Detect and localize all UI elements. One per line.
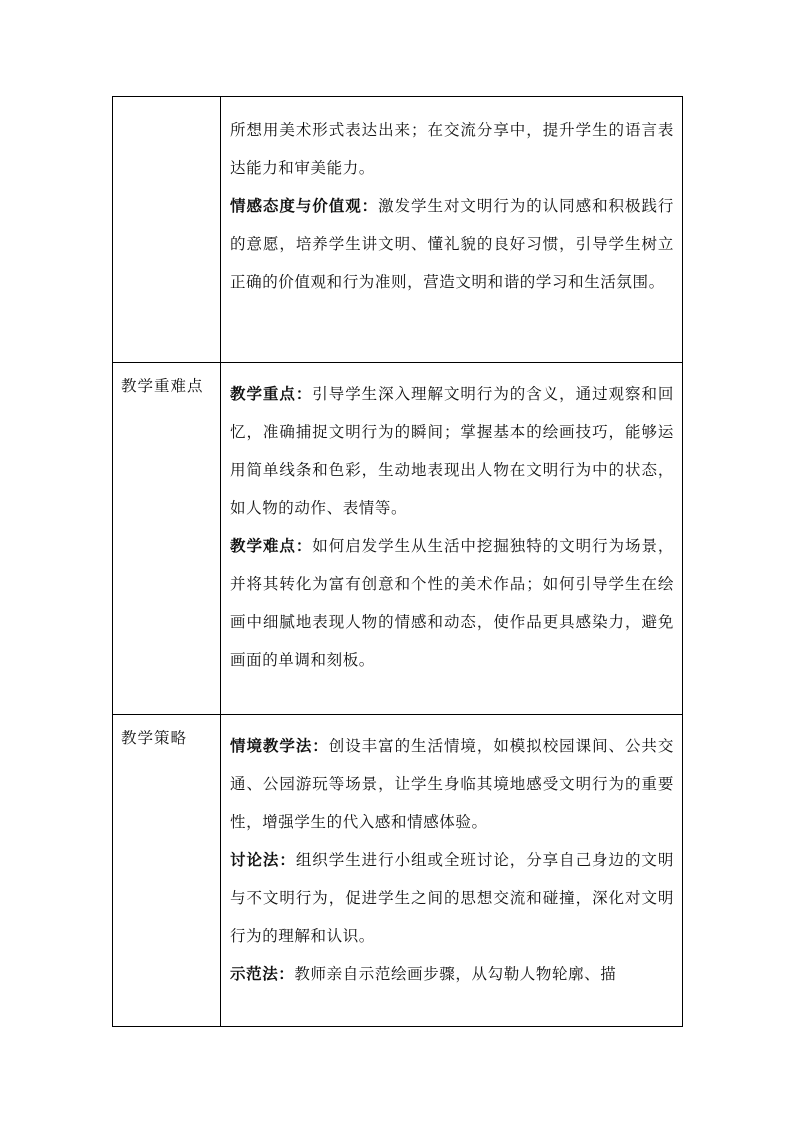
paragraph-text: 教师亲自示范绘画步骤，从勾勒人物轮廓、描: [294, 965, 617, 983]
paragraph-demonstration-method: [221, 955, 682, 993]
row-content-cell: [221, 97, 683, 363]
row-label-cell: [113, 97, 221, 363]
table-row-key-difficult-points: [113, 363, 683, 715]
row-content-cell: [221, 363, 683, 715]
lesson-plan-table: [112, 96, 683, 1027]
row-label: 教学策略: [121, 729, 188, 747]
paragraph-heading: 示范法：: [230, 964, 295, 983]
paragraph-heading: 教学重点：: [230, 384, 313, 403]
table-row-objectives-continued: [113, 97, 683, 363]
paragraph-teaching-difficulty: [221, 527, 682, 679]
paragraph-heading: 情境教学法：: [230, 736, 329, 755]
row-content-cell: [221, 715, 683, 1027]
paragraph-discussion-method: [221, 841, 682, 955]
row-label-cell: [113, 363, 221, 715]
paragraph-text: 引导学生深入理解文明行为的含义，通过观察和回忆，准确捕捉文明行为的瞬间；掌握基本的绘画技巧，能够运用简单线条和色彩，生动地表现出人物在文明行为中的状态，如人物的动作、表情等。: [230, 385, 674, 517]
paragraph-text: 所想用美术形式表达出来；在交流分享中，提升学生的语言表达能力和审美能力。: [230, 121, 674, 177]
paragraph-emotion-attitude-values: [221, 187, 682, 301]
paragraph-heading: 讨论法：: [230, 850, 296, 869]
row-label: [113, 97, 220, 101]
table-row-teaching-strategy: [113, 715, 683, 1027]
paragraph-skills-continued: [221, 111, 682, 187]
paragraph-text: 组织学生进行小组或全班讨论，分享自己身边的文明与不文明行为，促进学生之间的思想交流和碰撞，深化对文明行为的理解和认识。: [230, 851, 674, 945]
row-label-cell: [113, 715, 221, 1027]
paragraph-text: 创设丰富的生活情境，如模拟校园课间、公共交通、公园游玩等场景，让学生身临其境地感受文明行为的重要性，增强学生的代入感和情感体验。: [230, 737, 674, 831]
paragraph-text: 如何启发学生从生活中挖掘独特的文明行为场景，并将其转化为富有创意和个性的美术作品；如何引导学生在绘画中细腻地表现人物的情感和动态，使作品更具感染力，避免画面的单调和刻板。: [230, 537, 674, 669]
paragraph-text: 激发学生对文明行为的认同感和积极践行的意愿，培养学生讲文明、懂礼貌的良好习惯，引导学生树立正确的价值观和行为准则，营造文明和谐的学习和生活氛围。: [230, 197, 674, 291]
paragraph-situational-teaching: [221, 727, 682, 841]
paragraph-heading: 情感态度与价值观：: [230, 196, 379, 215]
paragraph-teaching-focus: [221, 375, 682, 527]
paragraph-heading: 教学难点：: [230, 536, 313, 555]
row-label: 教学重难点: [121, 377, 204, 395]
